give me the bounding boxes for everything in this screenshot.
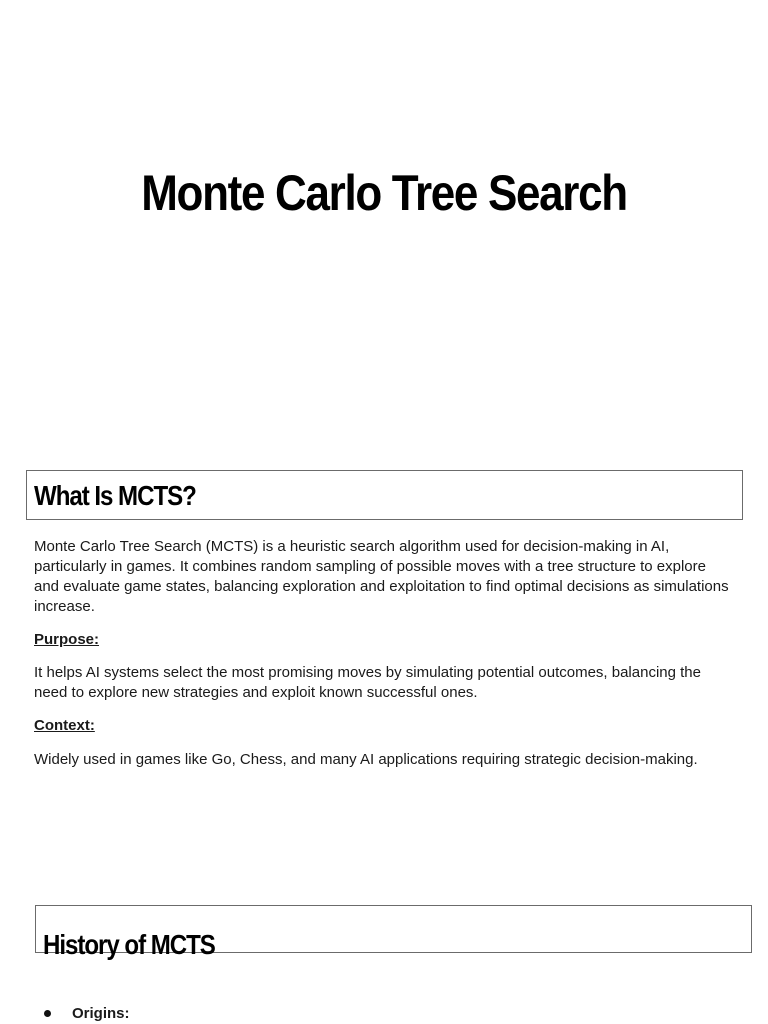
bullet-icon bbox=[44, 1010, 51, 1017]
page-title: Monte Carlo Tree Search bbox=[141, 165, 627, 221]
context-label: Context: bbox=[34, 717, 95, 734]
list-item-label: Origins: bbox=[72, 1005, 130, 1022]
context-paragraph: Widely used in games like Go, Chess, and many AI applications requiring strategic decision-making. bbox=[34, 751, 698, 768]
purpose-paragraph: It helps AI systems select the most promising moves by simulating potential outcomes, balancing the need to explore new strategies and exploit known successful ones. bbox=[34, 664, 701, 701]
intro-paragraph: Monte Carlo Tree Search (MCTS) is a heuristic search algorithm used for decision-making in AI, particularly in games. It combines random sampling of possible moves with a tree structure to explore and evaluate game states, balancing exploration and exploitation to find optimal decisions as simulations increase. bbox=[34, 538, 729, 615]
list-item bbox=[44, 1005, 130, 1022]
section-heading-what: What Is MCTS? bbox=[34, 480, 196, 511]
purpose-label: Purpose: bbox=[34, 631, 100, 648]
section-heading-history: History of MCTS bbox=[43, 929, 215, 960]
